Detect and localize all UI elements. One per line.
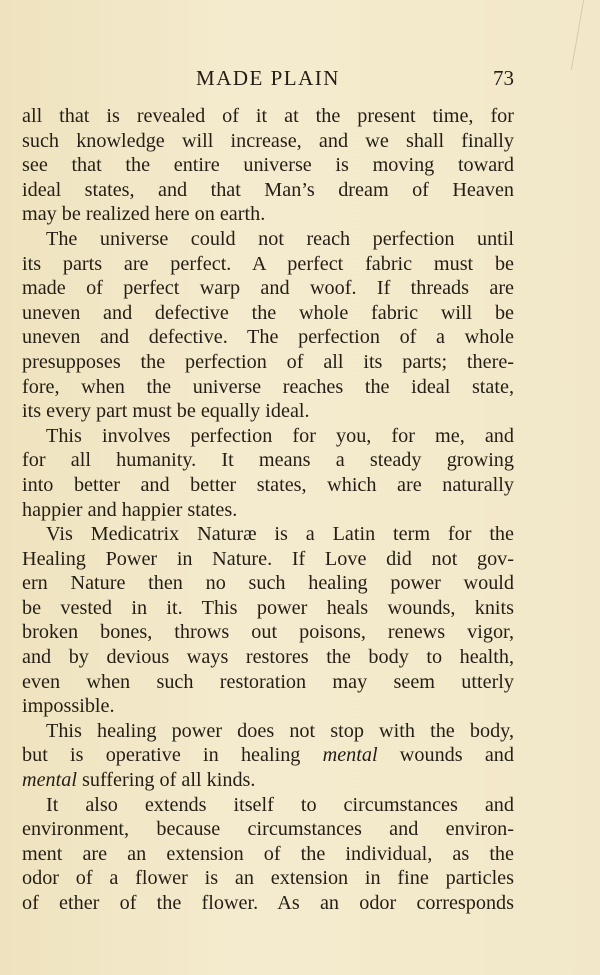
text-run: suffering of all kinds. [76,769,256,792]
text-line: impossible. [22,695,115,718]
text-line: It also extends itself to circumstances and [46,793,514,816]
text-line: and by devious ways restores the body to health, [22,646,514,669]
body-text [22,104,514,916]
page-header [22,66,514,94]
text-line: may be realized here on earth. [22,203,266,226]
text-run: but is operative in healing [22,744,323,767]
text-line: This healing power does not stop with the body, [46,719,514,742]
text-line: happier and happier states. [22,498,238,521]
text-line: ideal states, and that Man’s dream of Heaven [22,178,514,201]
text-line: see that the entire universe is moving toward [22,154,514,177]
text-line: its parts are perfect. A perfect fabric must be [22,252,514,275]
text-line [22,743,514,768]
text-line: environment, because circumstances and environ- [22,818,514,841]
text-line: Vis Medicatrix Naturæ is a Latin term for the [46,523,514,546]
text-line: be vested in it. This power heals wounds, knits [22,596,514,619]
text-line: ern Nature then no such healing power would [22,572,514,595]
text-line: of ether of the flower. As an odor corresponds [22,892,514,914]
page-number: 73 [493,66,514,90]
text-line: ment are an extension of the individual, as the [22,842,514,865]
text-line: fore, when the universe reaches the ideal state, [22,375,514,398]
text-line: all that is revealed of it at the present time, for [22,105,514,127]
text-line: made of perfect warp and woof. If threads are [22,277,514,300]
text-line: into better and better states, which are naturally [22,473,514,496]
text-line: its every part must be equally ideal. [22,400,310,423]
text-line [22,768,514,793]
running-title: MADE PLAIN [196,66,340,90]
italic-word: mental [22,769,77,792]
text-line: odor of a flower is an extension in fine particles [22,867,514,890]
text-line: for all humanity. It means a steady growing [22,449,514,472]
text-line: Healing Power in Nature. If Love did not gov- [22,547,514,570]
text-line: such knowledge will increase, and we shall finally [22,129,514,152]
page-edge-mark [571,0,600,70]
text-line: even when such restoration may seem utterly [22,670,514,693]
text-line: The universe could not reach perfection until [46,227,514,250]
text-line: uneven and defective. The perfection of a whole [22,326,514,349]
text-line: This involves perfection for you, for me, and [46,424,514,447]
text-line: uneven and defective the whole fabric will be [22,301,514,324]
italic-word: mental [322,744,378,767]
text-run: wounds and [377,744,514,767]
text-line: presupposes the perfection of all its parts; there- [22,350,514,373]
text-line: broken bones, throws out poisons, renews vigor, [22,621,514,644]
